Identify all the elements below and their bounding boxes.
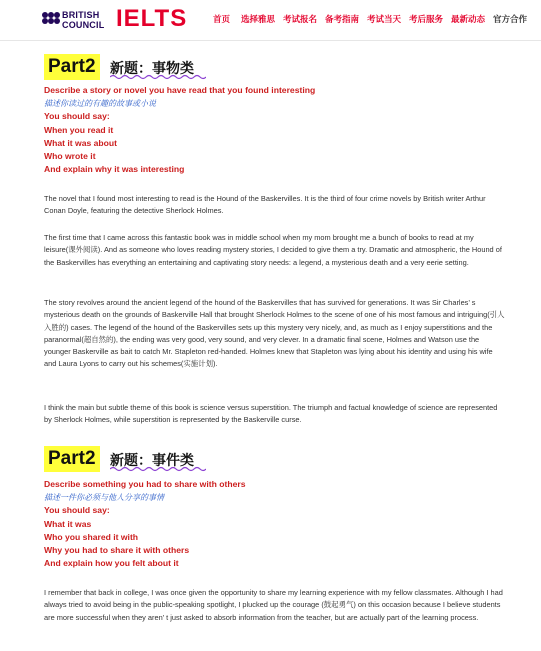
ielts-logo[interactable]: IELTS	[116, 5, 188, 32]
answer-paragraph: The first time that I came across this fantastic book was in middle school when my mom brought me a bunch of books to read at my leisure(课外阅读). And as someone who loves reading mystery stories, I decided to give them a try. Dramatic and atmospheric, the Hound of the Baskervilles has everything an entertaining and captivating story needs: a legend, a mysterious death and a very eerie setting.	[44, 233, 502, 267]
cue-item: And explain why it was interesting	[44, 164, 185, 175]
wavy-underline	[110, 74, 206, 80]
answer-paragraph: I think the main but subtle theme of this book is science versus superstition. The triumph and factual knowledge of science are represented by Sherlock Holmes, while superstition is represented by the Baskerville curse.	[44, 403, 498, 425]
cue-item: Who wrote it	[44, 151, 96, 162]
nav-news[interactable]: 最新动态	[451, 14, 486, 24]
british-council-wordmark	[62, 10, 104, 30]
nav-partners[interactable]: 官方合作	[493, 14, 528, 24]
part-badge: Part2	[44, 446, 100, 472]
cue-item: What it was	[44, 518, 92, 529]
section-subtitle: 新题：事件类	[110, 452, 194, 468]
british-council-dots-icon	[42, 12, 60, 30]
british-council-logo[interactable]	[42, 10, 112, 34]
should-say: You should say:	[44, 505, 110, 516]
nav-test-day[interactable]: 考试当天	[367, 14, 402, 24]
cue-card	[44, 84, 315, 176]
prompt-translation: 描述一件你必须与他人分享的事情	[44, 493, 164, 503]
bc-line-1: BRITISH	[62, 10, 100, 20]
prompt-title: Describe a story or novel you have read that you found interesting	[44, 85, 316, 95]
answer-paragraph: The novel that I found most interesting to read is the Hound of the Baskervilles. It is the third of four crime novels by British writer Arthur Conan Doyle, featuring the detective Sherlock Holmes.	[44, 194, 486, 216]
nav-home[interactable]: 首页	[213, 14, 231, 24]
section-subtitle: 新题：事物类	[110, 60, 194, 76]
cue-item: Who you shared it with	[44, 531, 139, 542]
nav-register[interactable]: 考试报名	[283, 14, 318, 24]
nav-choose-ielts[interactable]: 选择雅思	[241, 14, 276, 24]
cue-item: Why you had to share it with others	[44, 545, 190, 556]
nav-prep-guide[interactable]: 备考指南	[325, 14, 360, 24]
site-header	[0, 0, 541, 41]
should-say: You should say:	[44, 111, 110, 122]
part-badge: Part2	[44, 54, 100, 80]
cue-item: And explain how you felt about it	[44, 558, 179, 569]
prompt-translation: 描述你读过的有趣的故事或小说	[44, 99, 156, 109]
prompt-title: Describe something you had to share with others	[44, 479, 246, 489]
answer-paragraph: The story revolves around the ancient legend of the hound of the Baskervilles that has survived for generations. It was Sir Charles’ s mysterious death on the grounds of Baskerville Hall that brought Sherlock Holmes to the scene of one of his most famous and intriguing(引人入胜的) cases. The legend of the hound of the Baskervilles sets up this mystery very nicely, and, as much as I enjoy superstitions and the paranormal(超自然的), the ending was very good, very sound, and very clever. In a dramatic final scene, Holmes and Watson use the younger Baskerville as bait to catch Mr. Stapleton red-handed. Holmes knew that Stapleton was lying about his identity and using his wife and Laura Lyons to carry out his schemes(实施计划).	[44, 298, 505, 369]
cue-card	[44, 478, 246, 570]
wavy-underline	[110, 466, 206, 472]
cue-item: When you read it	[44, 124, 114, 135]
answer-paragraph: I remember that back in college, I was once given the opportunity to share my learning experience with my fellow classmates. Although I had always tried to avoid being in the public-speaking spotlight, I plucked up the courage (鼓起勇气) on this occasion because I believe students are more successful when they aren’ t just asked to absorb information from the teacher, but are actually part of the learning process.	[44, 588, 503, 622]
bc-line-2: COUNCIL	[62, 20, 105, 30]
nav-after-test[interactable]: 考后服务	[409, 14, 444, 24]
cue-item: What it was about	[44, 137, 118, 148]
